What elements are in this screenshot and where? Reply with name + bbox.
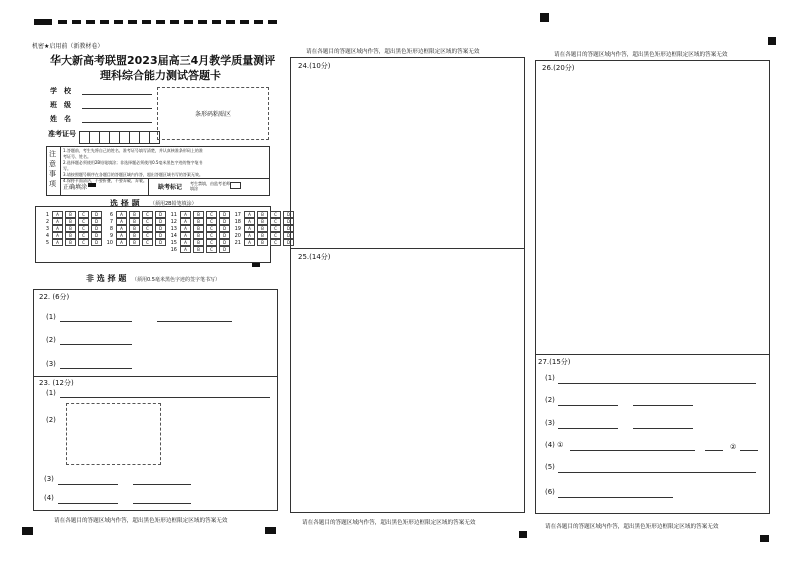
choice-question-number: 2 — [45, 218, 49, 225]
q22-answer-3[interactable] — [60, 368, 132, 369]
q27-answer-1[interactable] — [558, 383, 756, 384]
choice-bubble-d[interactable]: D — [219, 246, 230, 253]
choice-question-row — [168, 239, 232, 246]
choice-question-number: 14 — [170, 232, 177, 239]
choice-bubble-d[interactable]: D — [155, 232, 166, 239]
choice-bubble-c[interactable]: C — [270, 232, 281, 239]
choice-bubble-d[interactable]: D — [219, 239, 230, 246]
choice-bubble-a[interactable]: A — [244, 218, 255, 225]
choice-bubble-a[interactable]: A — [116, 239, 127, 246]
choice-bubble-d[interactable]: D — [219, 211, 230, 218]
q27-answer-6[interactable] — [558, 497, 673, 498]
choice-bubble-a[interactable]: A — [116, 232, 127, 239]
choice-question-number: 9 — [109, 232, 113, 239]
choice-bubble-b[interactable]: B — [193, 211, 204, 218]
q23-item-3: (3) — [44, 475, 54, 483]
choice-question-row — [40, 232, 104, 239]
choice-bubble-d[interactable]: D — [283, 211, 294, 218]
confidential-note: 机密★启用前（新教材卷） — [32, 43, 104, 50]
q23-answer-4b[interactable] — [133, 503, 191, 504]
q23-answer-3b[interactable] — [133, 484, 191, 485]
q27-answer-4b[interactable] — [705, 450, 723, 451]
choice-question-number: 15 — [170, 239, 177, 246]
name-label: 姓 名 — [50, 115, 71, 123]
choice-question-number: 7 — [109, 218, 113, 225]
choice-question-number: 13 — [170, 225, 177, 232]
choice-question-row — [168, 211, 232, 218]
choice-bubble-c[interactable]: C — [142, 225, 153, 232]
choice-bubble-a[interactable]: A — [116, 225, 127, 232]
choice-question-number: 16 — [170, 246, 177, 253]
choice-question-number: 3 — [45, 225, 49, 232]
choice-bubble-a[interactable]: A — [52, 218, 63, 225]
q27-answer-2a[interactable] — [558, 405, 618, 406]
choice-bubble-b[interactable]: B — [257, 225, 268, 232]
q22-item-1: (1) — [46, 313, 56, 321]
choice-column — [232, 211, 296, 253]
choice-question-number: 11 — [170, 211, 177, 218]
q27-item-1: (1) — [545, 374, 555, 382]
q27-answer-3a[interactable] — [558, 428, 618, 429]
choice-bubble-d[interactable]: D — [155, 225, 166, 232]
fill-sample — [88, 183, 96, 187]
choice-bubble-d[interactable]: D — [283, 232, 294, 239]
answer-box-24-25 — [290, 57, 525, 513]
choice-bubble-d[interactable]: D — [91, 225, 102, 232]
choice-bubble-a[interactable]: A — [180, 218, 191, 225]
divider — [535, 354, 770, 355]
registration-mark — [540, 13, 549, 22]
class-field[interactable] — [82, 108, 152, 109]
choice-bubble-b[interactable]: B — [65, 239, 76, 246]
choice-bubble-b[interactable]: B — [193, 225, 204, 232]
barcode-area: 条形码粘贴区 — [157, 87, 269, 140]
q27-item-2: (2) — [545, 396, 555, 404]
choice-question-row — [232, 239, 296, 246]
choice-bubble-a[interactable]: A — [52, 232, 63, 239]
q23-item-1: (1) — [46, 389, 56, 397]
q22-answer-2[interactable] — [60, 344, 132, 345]
q27-answer-5[interactable] — [558, 472, 756, 473]
bottom-warning-left: 请在各题目的答题区域内作答，超出黑色矩形边框限定区域的答案无效 — [54, 518, 228, 524]
q24-title: 24.(10分) — [298, 62, 331, 70]
choice-bubble-d[interactable]: D — [283, 218, 294, 225]
choice-bubble-c[interactable]: C — [206, 218, 217, 225]
choice-bubble-a[interactable]: A — [52, 239, 63, 246]
q27-item-5: (5) — [545, 463, 555, 471]
choice-bubble-b[interactable]: B — [257, 211, 268, 218]
nonchoice-subtitle: （须用0.5毫米黑色字迹的签字笔书写） — [132, 277, 220, 283]
registration-mark — [22, 527, 33, 535]
choice-question-row — [168, 225, 232, 232]
notice-text: 1.答题前，考生先将自己的姓名、准考证号填写清楚，并认真核准条形码上的准考证号、姓名。 2.选择题必须使用2B铅笔填涂；非选择题必须使用0.5毫米黑色字迹的签字笔书写。 3.请按照题号顺序在各题目的答题区域内作答，超出答题区域书写的答案无效。 4.保持卡面清洁，不要折叠，不要弄破、弄皱。 — [63, 148, 203, 183]
choice-question-row — [232, 232, 296, 239]
q23-drawing-box[interactable] — [66, 403, 161, 465]
choice-bubble-c[interactable]: C — [142, 218, 153, 225]
name-field[interactable] — [82, 122, 152, 123]
choice-bubble-c[interactable]: C — [206, 246, 217, 253]
choice-question-row — [104, 225, 168, 232]
choice-bubble-b[interactable]: B — [65, 225, 76, 232]
choice-bubble-c[interactable]: C — [78, 239, 89, 246]
choice-bubble-c[interactable]: C — [270, 225, 281, 232]
choice-bubble-c[interactable]: C — [78, 225, 89, 232]
choice-bubble-c[interactable]: C — [78, 218, 89, 225]
q27-answer-3b[interactable] — [633, 428, 693, 429]
choice-bubble-a[interactable]: A — [244, 211, 255, 218]
choice-question-number: 12 — [170, 218, 177, 225]
choice-question-row — [104, 232, 168, 239]
class-label: 班 级 — [50, 101, 71, 109]
exam-title: 华大新高考联盟2023届高三4月教学质量测评 — [50, 54, 276, 67]
divider — [33, 376, 278, 377]
q25-title: 25.(14分) — [298, 253, 331, 261]
choice-bubble-d[interactable]: D — [283, 239, 294, 246]
q23-title: 23. (12分) — [39, 379, 74, 387]
choice-bubble-a[interactable]: A — [180, 246, 191, 253]
q27-answer-4c[interactable] — [740, 450, 758, 451]
timing-track — [58, 20, 278, 24]
choice-question-number: 5 — [45, 239, 49, 246]
choice-bubble-b[interactable]: B — [129, 218, 140, 225]
card-title: 理科综合能力测试答题卡 — [100, 69, 221, 82]
q27-answer-4a[interactable] — [570, 450, 695, 451]
choice-subtitle: （须用2B铅笔填涂） — [150, 201, 197, 207]
choice-question-row — [40, 218, 104, 225]
top-warning-right: 请在各题目的答题区域内作答，超出黑色矩形边框限定区域的答案无效 — [554, 52, 728, 58]
choice-bubble-b[interactable]: B — [129, 225, 140, 232]
notice-side-label: 注意事项 — [49, 150, 56, 188]
choice-bubble-b[interactable]: B — [193, 218, 204, 225]
registration-mark — [519, 531, 527, 538]
choice-question-number: 20 — [234, 232, 241, 239]
choice-bubble-d[interactable]: D — [155, 239, 166, 246]
choice-bubble-d[interactable]: D — [155, 218, 166, 225]
choice-bubble-b[interactable]: B — [129, 232, 140, 239]
absent-label: 缺考标记 — [158, 184, 183, 191]
bottom-warning-middle: 请在各题目的答题区域内作答，超出黑色矩形边框限定区域的答案无效 — [302, 520, 476, 526]
choice-bubble-a[interactable]: A — [180, 239, 191, 246]
choice-question-number: 10 — [106, 239, 113, 246]
choice-bubble-c[interactable]: C — [142, 211, 153, 218]
choice-bubble-b[interactable]: B — [129, 239, 140, 246]
choice-bubble-b[interactable]: B — [193, 232, 204, 239]
absent-note: 考生禁填，由监考老师填涂 — [190, 181, 230, 191]
q22-title: 22. (6分) — [39, 293, 70, 301]
choice-bubble-c[interactable]: C — [206, 239, 217, 246]
choice-question-row — [40, 239, 104, 246]
choice-question-number: 6 — [109, 211, 113, 218]
choice-question-number: 1 — [45, 211, 49, 218]
choice-bubble-a[interactable]: A — [116, 218, 127, 225]
choice-bubble-d[interactable]: D — [91, 218, 102, 225]
bottom-warning-right: 请在各题目的答题区域内作答，超出黑色矩形边框限定区域的答案无效 — [545, 524, 719, 530]
choice-column — [168, 211, 232, 253]
choice-bubble-d[interactable]: D — [91, 232, 102, 239]
choice-bubble-d[interactable]: D — [219, 225, 230, 232]
registration-mark — [768, 37, 776, 45]
choice-bubble-b[interactable]: B — [257, 239, 268, 246]
answer-box-22-23 — [33, 289, 278, 511]
q23-item-2: (2) — [46, 416, 56, 424]
choice-question-number: 8 — [109, 225, 113, 232]
choice-bubble-a[interactable]: A — [52, 225, 63, 232]
q27-item-6: (6) — [545, 488, 555, 496]
choice-question-number: 17 — [234, 211, 241, 218]
choice-bubble-b[interactable]: B — [65, 232, 76, 239]
choice-column — [40, 211, 104, 253]
choice-bubble-a[interactable]: A — [52, 211, 63, 218]
choice-bubble-c[interactable]: C — [142, 232, 153, 239]
choice-bubble-a[interactable]: A — [244, 225, 255, 232]
top-warning-middle: 请在各题目的答题区域内作答，超出黑色矩形边框限定区域的答案无效 — [306, 49, 480, 55]
choice-title: 选 择 题 — [110, 199, 140, 208]
q23-answer-4a[interactable] — [58, 503, 118, 504]
choice-question-row — [232, 218, 296, 225]
q27-answer-2b[interactable] — [633, 405, 693, 406]
school-label: 学 校 — [50, 87, 71, 95]
registration-mark — [760, 535, 769, 542]
choice-bubble-a[interactable]: A — [244, 232, 255, 239]
choice-bubble-b[interactable]: B — [257, 218, 268, 225]
choice-bubble-d[interactable]: D — [219, 218, 230, 225]
q22-item-2: (2) — [46, 336, 56, 344]
choice-bubble-c[interactable]: C — [206, 211, 217, 218]
choice-bubble-a[interactable]: A — [180, 232, 191, 239]
choice-question-row — [168, 246, 232, 253]
choice-bubble-a[interactable]: A — [116, 211, 127, 218]
q27-item-4: (4) ① — [545, 441, 564, 449]
absent-checkbox[interactable] — [230, 182, 241, 189]
q27-title: 27.(15分) — [538, 358, 571, 366]
choice-question-row — [104, 218, 168, 225]
q27-item-3: (3) — [545, 419, 555, 427]
choice-bubble-d[interactable]: D — [283, 225, 294, 232]
choice-bubble-b[interactable]: B — [193, 239, 204, 246]
choice-question-row — [168, 218, 232, 225]
q23-item-4: (4) — [44, 494, 54, 502]
choice-bubble-a[interactable]: A — [180, 225, 191, 232]
choice-bubble-c[interactable]: C — [206, 232, 217, 239]
choice-bubble-c[interactable]: C — [270, 239, 281, 246]
exam-id-field[interactable] — [80, 127, 160, 146]
choice-bubble-c[interactable]: C — [270, 211, 281, 218]
q22-answer-1b[interactable] — [157, 321, 232, 322]
choice-bubble-b[interactable]: B — [193, 246, 204, 253]
choice-bubble-c[interactable]: C — [142, 239, 153, 246]
q23-answer-3a[interactable] — [58, 484, 118, 485]
choice-bubble-b[interactable]: B — [129, 211, 140, 218]
nonchoice-title: 非 选 择 题 — [86, 274, 127, 283]
choice-bubble-c[interactable]: C — [206, 225, 217, 232]
choice-question-row — [104, 239, 168, 246]
school-field[interactable] — [82, 94, 152, 95]
choice-question-number: 19 — [234, 225, 241, 232]
choice-question-row — [232, 225, 296, 232]
id-label: 准考证号 — [48, 130, 76, 138]
choice-question-row — [40, 225, 104, 232]
q22-item-3: (3) — [46, 360, 56, 368]
choice-question-row — [40, 211, 104, 218]
choice-bubble-b[interactable]: B — [65, 211, 76, 218]
choice-question-number: 4 — [45, 232, 49, 239]
q22-answer-1a[interactable] — [60, 321, 132, 322]
choice-question-number: 18 — [234, 218, 241, 225]
choice-column — [104, 211, 168, 253]
choice-question-row — [168, 232, 232, 239]
choice-bubble-d[interactable]: D — [91, 211, 102, 218]
choice-grid — [35, 206, 291, 263]
choice-question-row — [232, 211, 296, 218]
choice-question-number: 21 — [234, 239, 241, 246]
choice-bubble-a[interactable]: A — [180, 211, 191, 218]
choice-bubble-d[interactable]: D — [219, 232, 230, 239]
choice-bubble-b[interactable]: B — [257, 232, 268, 239]
choice-bubble-c[interactable]: C — [270, 218, 281, 225]
q26-title: 26.(20分) — [542, 64, 575, 72]
divider — [290, 248, 525, 249]
fill-sample-label: 正确填涂 — [63, 184, 88, 191]
choice-bubble-d[interactable]: D — [155, 211, 166, 218]
choice-bubble-a[interactable]: A — [244, 239, 255, 246]
q23-answer-1[interactable] — [60, 397, 270, 398]
registration-mark — [34, 19, 52, 25]
choice-bubble-c[interactable]: C — [78, 232, 89, 239]
choice-bubble-c[interactable]: C — [78, 211, 89, 218]
registration-mark — [265, 527, 276, 534]
choice-question-row — [104, 211, 168, 218]
choice-bubble-b[interactable]: B — [65, 218, 76, 225]
choice-bubble-d[interactable]: D — [91, 239, 102, 246]
q27-item-4-second: ② — [730, 443, 737, 451]
